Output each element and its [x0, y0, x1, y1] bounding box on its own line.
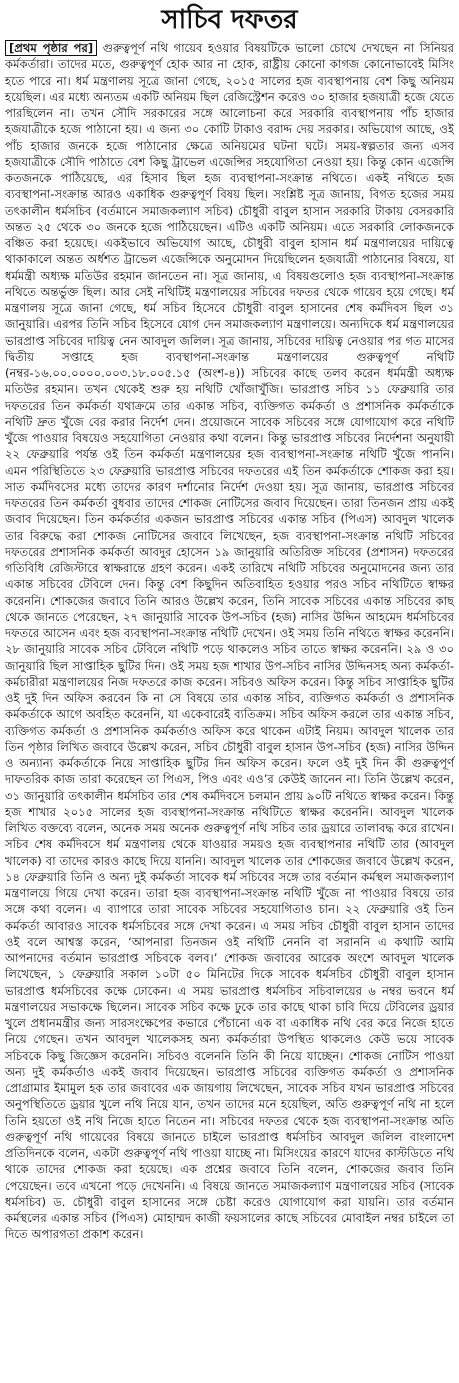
article-headline: সাচিব দফতর: [161, 5, 298, 35]
lead-text: প্রথম পৃষ্ঠার পর: [14, 41, 88, 55]
article-body: [5, 40, 454, 1243]
article-body-text: গুরুত্বপূর্ণ নথি গায়েব হওয়ার বিষয়টিকে ভালো চোখে দেখছেন না সিনিয়র কর্মকর্তারা। তাদের মতে, গুরুত্বপূর্ণ হোক আর না হোক, রাষ্ট্রীয় কোনো কাগজ কোনোভাবেই মিসিং হতে পারে না। ধর্ম মন্ত্রণালয় সূত্রে জানা গেছে, ২০১৫ সালের হজ ব্যবস্থাপনায় বেশ কিছু অনিয়ম হয়েছিল। এর মধ্যে অন্যতম একটি অনিয়ম ছিল রেজিস্ট্রেশন করেও ৩০ হাজার হজযাত্রী হজে যেতে পারছিলেন না। তখন সৌদি সরকারের সঙ্গে আলোচনা করে সরকারি ব্যবস্থাপনায় পাঁচ হাজার হজযাত্রীকে হজে পাঠানো হয়। এ জন্য ৩০ কোটি টাকাও বরাদ্দ দেয় সরকার। অভিযোগ আছে, ওই পাঁচ হাজার জনকে হজে পাঠানোর ক্ষেত্রে অনিয়মের ঘটনা ঘটে। সময়-স্বল্পতার জন্য এসব হজযাত্রীকে সৌদি পাঠাতে বেশ কিছু ট্রাভেল এজেন্সির সহযোগিতা নেওয়া হয়। কিন্তু কোন এজেন্সি কতজনকে পাঠিয়েছে, এর হিসাব ছিল হজ ব্যবস্থাপনা-সংক্রান্ত নথিতে। একই নথিতে হজ ব্যবস্থাপনা-সংক্রান্ত আরও একাধিক গুরুত্বপূর্ণ বিষয় ছিল। সংশ্লিষ্ট সূত্র জানায়, বিগত হজের সময় তৎকালীন ধর্মসচিব (বর্তমানে সমাজকল্যাণ সচিব) চৌধুরী বাবুল হাসান সরকারি টাকায় বেসরকারি অন্তত ২৫ থেকে ৩০ জনকে হজে পাঠিয়েছেন। এটিও একটি অনিয়ম। এতে সরকারি লোকজনকে বঞ্চিত করা হয়েছে। একইভাবে অভিযোগ আছে, চৌধুরী বাবুল হাসান ধর্ম মন্ত্রণালয়ের দায়িত্বে থাকাকালে অন্তত অর্ধশত ট্রাভেল এজেন্সিকে অনুমোদন দিয়েছিলেন হজযাত্রী পাঠানোর বিষয়ে, যা ধর্মমন্ত্রী অধ্যক্ষ মতিউর রহমান জানতেন না। সূত্র জানায়, এ বিষয়গুলোও হজ ব্যবস্থাপনা-সংক্রান্ত নথিতে অন্তর্ভুক্ত ছিল। আর সেই নথিটিই মন্ত্রণালয়ের সচিবের দফতর থেকে গায়েব হয়ে গেছে। ধর্ম মন্ত্রণালয় সূত্রে জানা গেছে, ধর্ম সচিব হিসেবে চৌধুরী বাবুল হাসানের শেষ কর্মদিবস ছিল ৩১ জানুয়ারি। এরপর তিনি সচিব হিসেবে যোগ দেন সমাজকল্যাণ মন্ত্রণালয়ে। অন্যদিকে ধর্ম মন্ত্রণালয়ের ভারপ্রাপ্ত সচিবের দায়িত্ব নেন আবদুল জলিল। সূত্র জানায়, সচিবের দায়িত্ব নেওয়ার পর গত মাসের দ্বিতীয় সপ্তাহে হজ ব্যবস্থাপনা-সংক্রান্ত মন্ত্রণালয়ের গুরুত্বপূর্ণ নথিটি (নম্বর-১৬.০০.০০০০.০০৩.১৮.০০৫.১৫ (অংশ-৪)) সচিবের কাছে তলব করেন ধর্মমন্ত্রী অধ্যক্ষ মতিউর রহমান। তখন থেকেই শুরু হয় নথিটি খোঁজাখুঁজি। ভারপ্রাপ্ত সচিব ১১ ফেব্রুয়ারি তার দফতরের তিন কর্মকর্তা যথাক্রমে তার একান্ত সচিব, ব্যক্তিগত কর্মকর্তা ও প্রশাসনিক কর্মকর্তাকে নথিটি দ্রুত খুঁজে বের করার নির্দেশ দেন। প্রয়োজনে সাবেক সচিবের সঙ্গে যোগাযোগ করে নথিটি খুঁজে পাওয়ার বিষয়েও সহযোগিতা নেওয়ার কথা বলেন। কিন্তু ভারপ্রাপ্ত সচিবের নির্দেশনা অনুযায়ী ২২ ফেব্রুয়ারি পর্যন্ত ওই তিন কর্মকর্তা মন্ত্রণালয়ের হজ ব্যবস্থাপনা-সংক্রান্ত নথিটি খুঁজে পাননি। এমন পরিস্থিতিতে ২৩ ফেব্রুয়ারি ভারপ্রাপ্ত সচিবের দফতরের এই তিন কর্মকর্তাকে শোকজ করা হয়। সাত কর্মদিবসের মধ্যে তাদের কারণ দর্শানোর নির্দেশ দেওয়া হয়। সূত্র জানায়, ভারপ্রাপ্ত সচিবের দফতরের তিন কর্মকর্তা বুধবার তাদের শোকজ নোটিসের জবাব দিয়েছেন। তারা তিনজন প্রায় একই জবাব দিয়েছেন। তিন কর্মকর্তার একজন ভারপ্রাপ্ত সচিবের একান্ত সচিব (পিএস) আবদুল খালেক তার বিরুদ্ধে করা শোকজ নোটিসের জবাবে লিখেছেন, হজ ব্যবস্থাপনা-সংক্রান্ত নথিটি সচিবের দফতরের প্রশাসনিক কর্মকর্তা আবদুর হোসেন ১৯ জানুয়ারি অতিরিক্ত সচিবের (প্রশাসন) দফতরের গতিবিধি রেজিস্টারে স্বাক্ষরান্তে গ্রহণ করেন। একই তারিখে নথিটি সচিবের অনুমোদনের জন্য তার একান্ত সচিবের টেবিলে দেন। কিন্তু বেশ কিছুদিন অতিবাহিত হওয়ার পরও সচিব নথিটিতে স্বাক্ষর করেননি। শোকজের জবাবে তিনি আরও উল্লেখ করেন, তিনি সাবেক সচিবের একান্ত সচিবের কাছ থেকে জানতে পেরেছেন, ২৭ জানুয়ারি সাবেক উপ-সচিব (হজ) নাসির উদ্দিন আহমেদ ধর্মসচিবের দফতরে আসেন এবং হজ ব্যবস্থাপনা-সংক্রান্ত নথিটি দেখেন। ওই সময় তিনি নথিতে স্বাক্ষর করেননি। ২৮ জানুয়ারি সাবেক সচিব টেবিলে নথিটি পড়ে থাকলেও সচিব তাতে স্বাক্ষর করেননি। ২৯ ও ৩০ জানুয়ারি ছিল সাপ্তাহিক ছুটির দিন। ওই সময় হজ শাখার উপ-সচিব নাসির উদ্দিনসহ অন্য কর্মকর্তা-কর্মচারীরা মন্ত্রণালয়ের নিজ দফতরে কাজ করেন। সচিবও অফিস করেন। কিন্তু সচিব সাপ্তাহিক ছুটির ওই দুই দিন অফিস করবেন কি না সে বিষয়ে তার একান্ত সচিব, ব্যক্তিগত কর্মকর্তা ও প্রশাসনিক কর্মকর্তাকে আগে অবহিত করেননি, যা একেবারেই ব্যতিক্রম। সচিব অফিস করলে তার একান্ত সচিব, ব্যক্তিগত কর্মকর্তা ও প্রশাসনিক কর্মকর্তাও অফিস করে থাকেন এটাই নিয়ম। আবদুল খালেক তার তিন পৃষ্ঠার লিখিত জবাবে উল্লেখ করেন, সচিব চৌধুরী বাবুল হাসান উপ-সচিব (হজ) নাসির উদ্দিন ও অন্যান্য কর্মকর্তাকে নিয়ে সাপ্তাহিক ছুটির দিন অফিস করেন। ফলে ওই দুই দিন কী গুরুত্বপূর্ণ দাফতরিক কাজ তারা করেছেন তা পিএস, পিও এবং এও’র কেউই জানেন না। তিনি উল্লেখ করেন, ৩১ জানুয়ারি তৎকালীন ধর্মসচিব তার শেষ কর্মদিবসে চলমান প্রায় ৯০টি নথিতে স্বাক্ষর করেন। কিন্তু হজ শাখার ২০১৫ সালের হজ ব্যবস্থাপনা-সংক্রান্ত নথিটিতে স্বাক্ষর করেননি। আবদুল খালেক লিখিত বক্তব্যে বলেন, অনেক সময় অনেক গুরুত্বপূর্ণ নথি সচিব তার ড্রয়ারে তালাবদ্ধ করে রাখেন। সচিব শেষ কর্মদিবসে ধর্ম মন্ত্রণালয় থেকে যাওয়ার সময়ও হজ ব্যবস্থাপনার নথিটি তার (আবদুল খালেক) বা তাদের কারও কাছে দিয়ে যাননি। আবদুল খালেক তার শোকজের জবাবে উল্লেখ করেন, ১৪ ফেব্রুয়ারি তিনি ও অন্য দুই কর্মকর্তা সাবেক ধর্ম সচিবের সঙ্গে তার বর্তমান কর্মস্থল সমাজকল্যাণ মন্ত্রণালয়ে গিয়ে দেখা করেন। তারা হজ ব্যবস্থাপনা-সংক্রান্ত নথিটি খুঁজে না পাওয়ার বিষয়ে তার সঙ্গে কথা বলেন। এ ব্যাপারে তারা সাবেক সচিবের সহযোগিতাও চান। ২২ ফেব্রুয়ারি ওই তিন কর্মকর্তা আবারও সাবেক ধর্মসচিবের সঙ্গে দেখা করেন। এ সময় সচিব চৌধুরী বাবুল হাসান তাদের ওই বলে আশ্বস্ত করেন, ‘আপনারা তিনজন ওই নথিটি নেননি বা সরাননি এ কথাটি আমি আপনাদের বর্তমান ভারপ্রাপ্ত সচিবকে বলব।’ শোকজ জবাবের আরেক অংশে আবদুল খালেক লিখেছেন, ১ ফেব্রুয়ারি সকাল ১০টা ৫০ মিনিটের দিকে সাবেক ধর্মসচিব চৌধুরী বাবুল হাসান ভারপ্রাপ্ত ধর্মসচিবের কক্ষে ঢোকেন। এ সময় ভারপ্রাপ্ত ধর্মসচিব সচিবালয়ের ৬ নম্বর ভবনে ধর্ম মন্ত্রণালয়ের সভাকক্ষে ছিলেন। সাবেক সচিব কক্ষে ঢুকে তার কাছে থাকা চাবি দিয়ে টেবিলের ড্রয়ার খুলে প্রধানমন্ত্রীর জন্য সারসংক্ষেপের কভারে পেঁচানো এক বা একাধিক নথি বের করে নিজে হাতে নিয়ে গেছেন। তখন আবদুল খালেকসহ অন্য কর্মকর্তারা উপস্থিত থাকলেও কেউ ভয়ে সাবেক সচিবকে কিছু জিজ্ঞেস করেননি। সচিবও বলেননি তিনি কী নিয়ে যাচ্ছেন। শোকজ নোটিস পাওয়া অন্য দুই কর্মকর্তাও একই জবাব দিয়েছেন। ভারপ্রাপ্ত সচিবের ব্যক্তিগত কর্মকর্তা ও প্রশাসনিক প্রোগ্রামার ইমামুল হক তার জবাবের এক জায়গায় লিখেছেন, সাবেক সচিব যখন ভারপ্রাপ্ত সচিবের অনুপস্থিতিতে ড্রয়ার খুলে নথি নিয়ে যান, তখন তাদের মনে হয়েছিল, অতি গুরুত্বপূর্ণ নথি না হলে তিনি হয়তো ওই নথি নিজে হাতে নিতেন না। সচিবের দফতর থেকে হজ ব্যবস্থাপনা-সংক্রান্ত অতি গুরুত্বপূর্ণ নথি গায়েবের বিষয়ে জানতে চাইলে ভারপ্রাপ্ত ধর্মসচিব আবদুল জলিল বাংলাদেশ প্রতিদিনকে বলেন, একটা গুরুত্বপূর্ণ নথি পাওয়া যাচ্ছে না। মিসিংয়ের কারণে যাদের কাস্টডিতে নথি থাকে তাদের শোকজ করা হয়েছে। এক প্রশ্নের জবাবে তিনি বলেন, শোকজের জবাব তিনি পেয়েছেন। তবে এখনো পড়ে দেখেননি। এ বিষয়ে জানতে সমাজকল্যাণ মন্ত্রণালয়ের সচিব (সাবেক ধর্মসচিব) ড. চৌধুরী বাবুল হাসানের সঙ্গে চেষ্টা করেও যোগাযোগ করা যায়নি। তার বর্তমান কর্মস্থলের একান্ত সচিব (পিএস) মোহাম্মদ কাজী ফয়সালের কাছে সচিবের মোবাইল নম্বর চাইলে তা দিতে অপারগতা প্রকাশ করেন।: [5, 41, 454, 1242]
continuation-lead: [প্রথম পৃষ্ঠার পর]: [5, 40, 97, 56]
